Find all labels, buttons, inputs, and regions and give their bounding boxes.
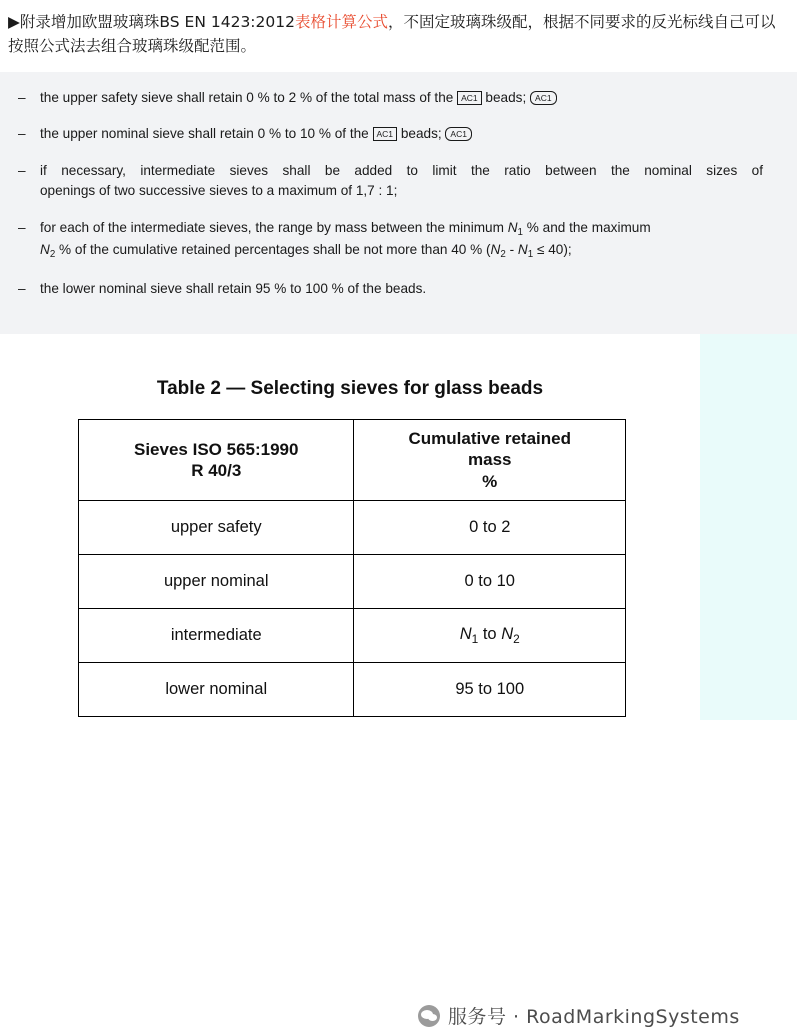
header-col1-line2: R 40/3 — [191, 461, 242, 480]
mass-to: to — [478, 625, 502, 644]
clause-2-prefix: the upper nominal sieve shall retain 0 % to 10 % of the — [40, 126, 373, 142]
header-col2-line1: Cumulative retained — [408, 429, 571, 449]
symbol-n2b-sub: 2 — [500, 249, 506, 261]
clause-panel — [0, 72, 797, 334]
clause-1-middle: beads; — [481, 90, 531, 105]
ac1-tag-icon: AC1 — [530, 91, 557, 105]
clause-item — [14, 161, 771, 202]
clause-4-line2d: ≤ 40); — [533, 242, 572, 258]
table-title: Table 2 — Selecting sieves for glass beads — [156, 378, 544, 399]
clause-text: the lower nominal sieve shall retain 95 % to 100 % of the beads. — [40, 281, 427, 297]
clause-dash: – — [18, 126, 26, 142]
table-header-row — [79, 420, 626, 501]
table-row — [79, 609, 626, 663]
clause-item — [14, 124, 771, 144]
ac1-tag-icon: AC1 — [445, 127, 472, 141]
intro-text-part2: ，不固定玻璃珠级配，根据不同要求的反光标线自己可以按照公式法去组合玻璃珠级配范围。 — [8, 13, 776, 56]
clause-4-line2b: % of the cumulative retained percentages shall be not more than 40 % ( — [55, 242, 491, 258]
cell-mass-value: 95 to 100 — [354, 663, 626, 717]
clause-dash: – — [18, 162, 26, 178]
cell-sieve-name: intermediate — [79, 609, 354, 663]
intro-paragraph — [0, 0, 797, 64]
clause-4-line1b: % and the maximum — [523, 219, 651, 235]
symbol-n2b: N — [490, 242, 501, 258]
clause-item — [14, 88, 771, 108]
cell-mass-value — [354, 609, 626, 663]
header-col1-line1: Sieves ISO 565:1990 — [134, 439, 299, 459]
wechat-icon — [418, 1005, 440, 1027]
brand-label: 服务号 · RoadMarkingSystems — [448, 1006, 740, 1028]
brand-watermark — [418, 1002, 740, 1029]
cell-sieve-name: upper safety — [79, 501, 354, 555]
clause-3-line2: openings of two successive sieves to a maximum of 1,7 : 1; — [40, 183, 398, 199]
table-header-sieves — [79, 420, 354, 501]
clause-dash: – — [18, 219, 26, 235]
ac1-tag-icon: AC1 — [457, 91, 482, 105]
clause-item — [14, 218, 771, 264]
symbol-n1b-sub: 1 — [527, 249, 534, 261]
clause-4-line1 — [40, 218, 763, 241]
symbol-n1b: N — [517, 242, 528, 258]
clause-1-prefix: the upper safety sieve shall retain 0 % to 2 % of the total mass of the — [40, 90, 458, 105]
clause-text — [40, 218, 771, 264]
symbol-n2: N — [501, 625, 514, 644]
symbol-n1-sub: 1 — [517, 226, 523, 238]
clause-item — [14, 279, 771, 299]
header-col2-line3: % — [482, 471, 498, 491]
ac1-tag-icon: AC1 — [373, 127, 398, 141]
symbol-n2-sub: 2 — [49, 249, 56, 261]
intro-marker-icon: ▶ — [8, 13, 20, 31]
intro-text-part1: 附录增加欧盟玻璃珠BS EN 1423:2012 — [19, 13, 295, 31]
clause-4-line2 — [40, 240, 763, 263]
clause-2-middle: beads; — [397, 126, 446, 142]
clause-text — [40, 124, 771, 144]
intro-highlight: 表格计算公式 — [294, 13, 388, 31]
table-row — [79, 501, 626, 555]
table-section — [0, 334, 797, 1028]
clause-text — [40, 161, 771, 202]
cell-mass-value: 0 to 10 — [354, 555, 626, 609]
cell-mass-value: 0 to 2 — [354, 501, 626, 555]
table-row — [79, 555, 626, 609]
clause-3-line1: if necessary, intermediate sieves shall be added to limit the ratio between the nominal sizes of — [40, 162, 763, 178]
clause-text — [40, 88, 771, 108]
table-row — [79, 663, 626, 717]
cell-sieve-name: lower nominal — [79, 663, 354, 717]
symbol-n2: N — [40, 242, 50, 258]
symbol-n2-sub: 2 — [513, 631, 520, 646]
table-header-mass — [354, 420, 626, 501]
cell-sieve-name: upper nominal — [79, 555, 354, 609]
symbol-n1-sub: 1 — [471, 631, 479, 646]
symbol-n1: N — [507, 219, 518, 235]
clause-dash: – — [18, 281, 26, 297]
sieves-table — [78, 419, 626, 717]
header-col2-line2: mass — [468, 450, 512, 470]
clause-4-line1a: for each of the intermediate sieves, the range by mass between the minimum — [40, 219, 508, 235]
clause-4-minus: - — [505, 242, 518, 258]
clause-dash: – — [18, 90, 26, 105]
symbol-n1: N — [459, 625, 472, 644]
